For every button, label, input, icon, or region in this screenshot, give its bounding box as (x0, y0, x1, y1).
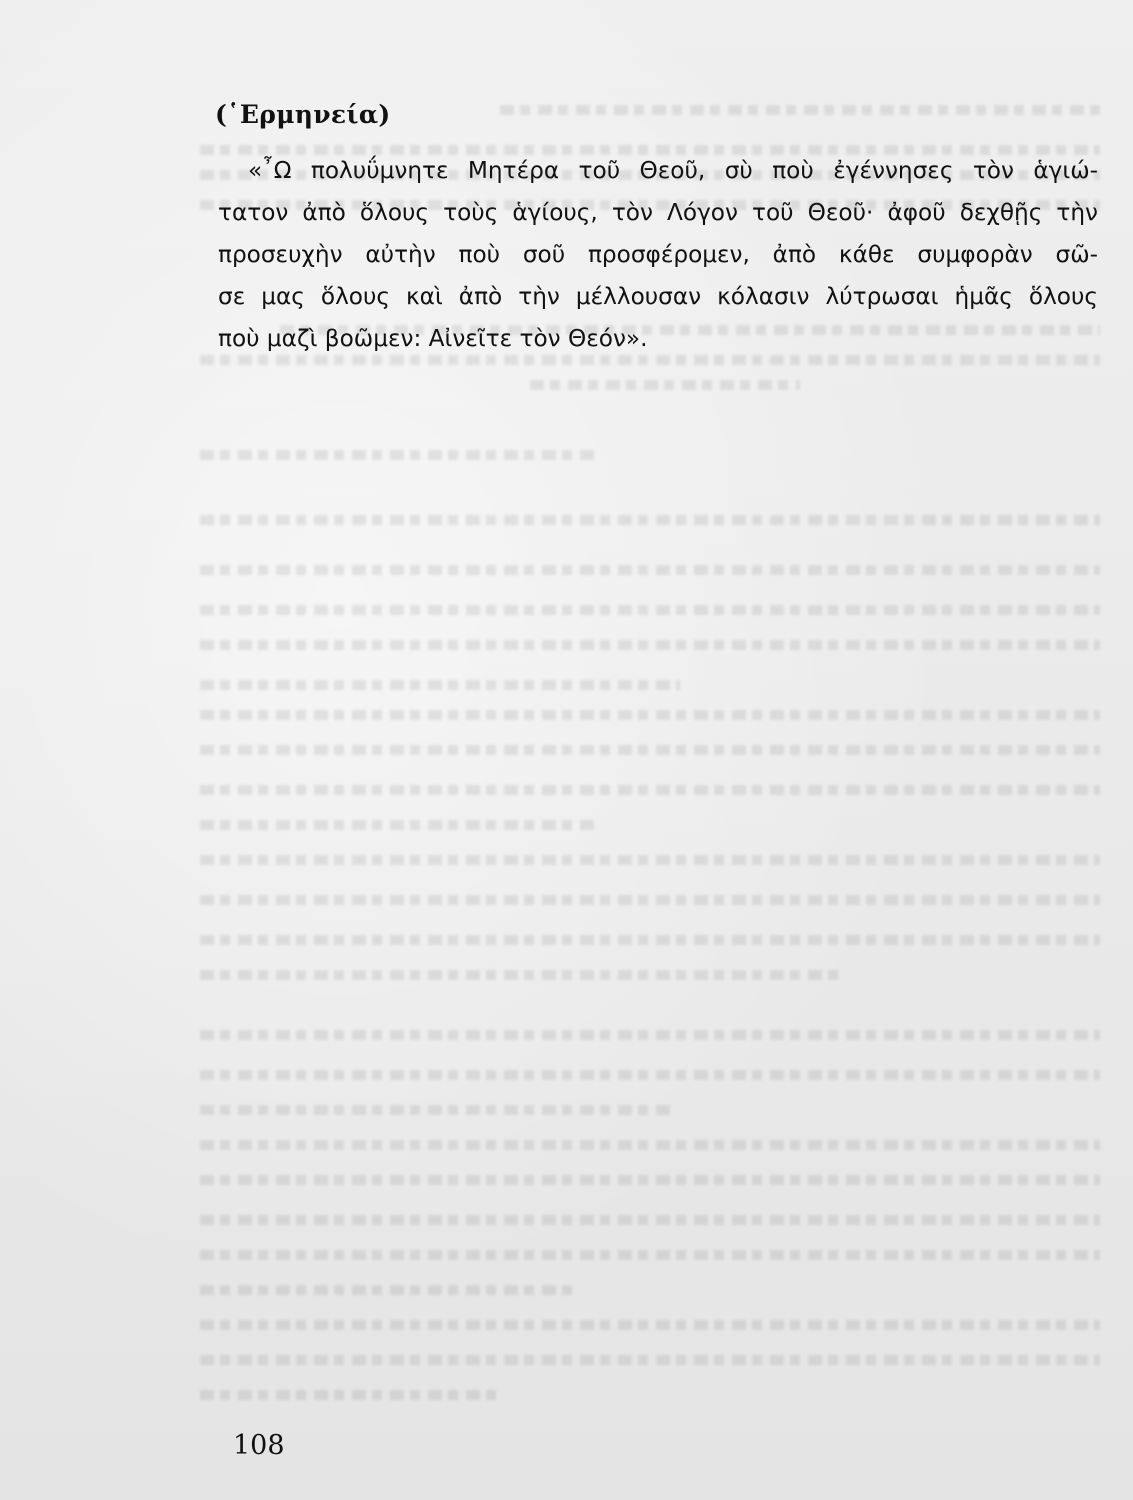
paragraph-line: προσευχὴν αὐτὴν ποὺ σοῦ προσφέρομεν, ἀπὸ κάθε συμφορὰν σῶ- (218, 241, 1098, 268)
paragraph-line: «῏Ω πολυΰμνητε Μητέρα τοῦ Θεοῦ, σὺ ποὺ ἐγέννησες τὸν ἁγιώ- (248, 157, 1098, 184)
paragraph-line: σε μας ὅλους καὶ ἀπὸ τὴν μέλλουσαν κόλασιν λύτρωσαι ἡμᾶς ὅλους (218, 283, 1098, 310)
paragraph (218, 150, 1098, 360)
section-heading: (῾Ερμηνεία) (215, 100, 391, 129)
page-number: 108 (233, 1430, 285, 1461)
paragraph-line: ποὺ μαζὶ βοῶμεν: Αἰνεῖτε τὸν Θεόν». (218, 325, 648, 352)
paragraph-line: τατον ἀπὸ ὅλους τοὺς ἁγίους, τὸν Λόγον τοῦ Θεοῦ· ἀφοῦ δεχθῇς τὴν (218, 199, 1098, 226)
